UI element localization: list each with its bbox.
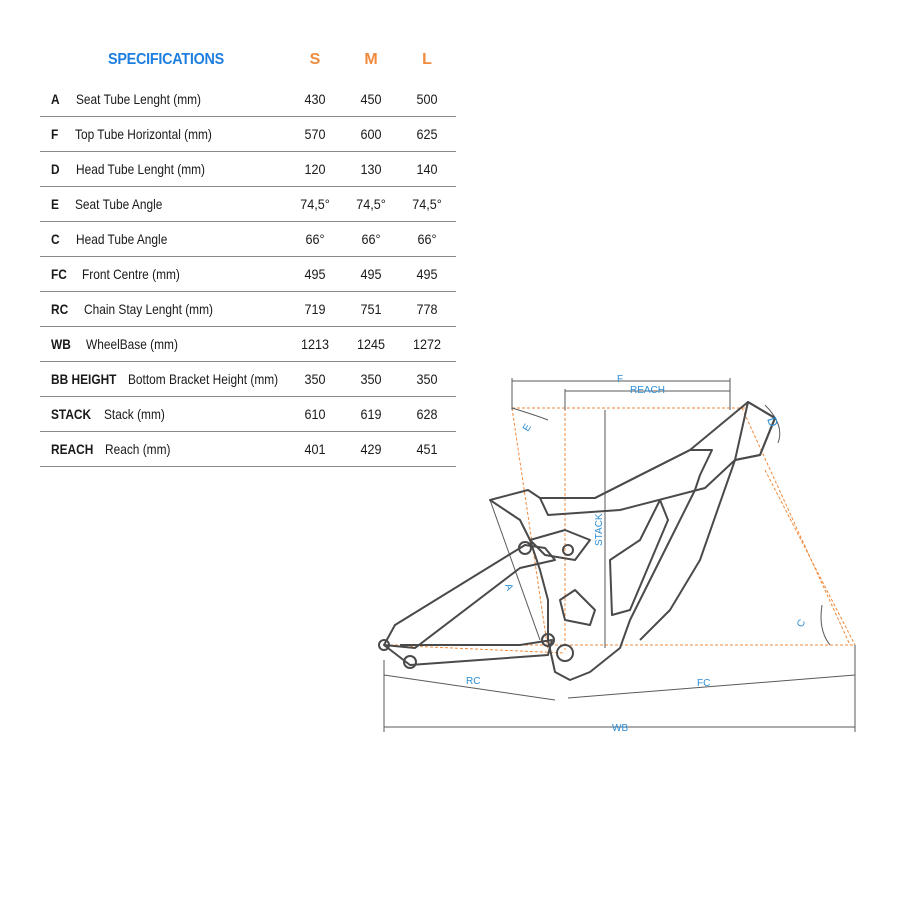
spec-value-m: 600	[360, 126, 382, 142]
spec-value-s: 350	[304, 371, 326, 387]
size-header-l: L	[422, 51, 432, 68]
spec-value-s: 570	[304, 126, 326, 142]
spec-value-s: 1213	[300, 336, 330, 352]
spec-value-m: 429	[360, 441, 382, 457]
spec-label: WheelBase (mm)	[86, 336, 178, 352]
spec-value-m: 130	[360, 161, 382, 177]
spec-code: WB	[51, 336, 71, 352]
spec-code: F	[51, 126, 59, 142]
dim-label-a: A	[502, 582, 515, 593]
size-header-m: M	[364, 51, 378, 68]
spec-label: Seat Tube Angle	[75, 196, 163, 212]
fc-dimension	[568, 675, 855, 698]
seat-tube-dimension	[490, 500, 540, 640]
spec-code: BB HEIGHT	[51, 371, 117, 387]
spec-code: REACH	[51, 441, 94, 457]
dim-label-rc: RC	[466, 676, 481, 687]
spec-value-m: 495	[360, 266, 382, 282]
spec-value-s: 401	[304, 441, 326, 457]
spec-code: D	[51, 161, 60, 177]
dim-label-stack: STACK	[594, 513, 605, 546]
spec-label: Reach (mm)	[105, 441, 171, 457]
spec-value-m: 350	[360, 371, 382, 387]
head-angle-arc	[821, 605, 830, 645]
chainstay-guide	[385, 645, 565, 653]
spec-value-s: 495	[304, 266, 326, 282]
spec-code: FC	[51, 266, 67, 282]
spec-label: Chain Stay Lenght (mm)	[84, 301, 213, 317]
spec-code: E	[51, 196, 59, 212]
spec-value-m: 66°	[361, 231, 381, 247]
spec-value-s: 430	[304, 91, 326, 107]
chain-stay	[384, 640, 552, 665]
fork-guide	[765, 470, 855, 645]
spec-value-l: 778	[416, 301, 438, 317]
shock-link	[530, 530, 590, 560]
spec-value-s: 719	[304, 301, 326, 317]
spec-value-m: 751	[360, 301, 382, 317]
dim-label-wb: WB	[612, 723, 629, 734]
spec-value-l: 495	[416, 266, 438, 282]
spec-label: Top Tube Horizontal (mm)	[75, 126, 212, 142]
spec-code: C	[51, 231, 60, 247]
spec-value-l: 350	[416, 371, 438, 387]
seat-angle-guide	[512, 408, 548, 650]
spec-value-s: 74,5°	[300, 196, 330, 212]
spec-value-l: 66°	[417, 231, 437, 247]
spec-value-l: 1272	[412, 336, 442, 352]
spec-code: A	[51, 91, 60, 107]
head-tube	[735, 402, 775, 460]
spec-label: Head Tube Angle	[76, 231, 168, 247]
cutout-1	[610, 500, 668, 615]
size-header-s: S	[309, 51, 321, 68]
bike-frame	[379, 402, 775, 680]
spec-value-s: 610	[304, 406, 326, 422]
dimension-lines	[384, 378, 855, 732]
spec-value-s: 120	[304, 161, 326, 177]
table-title: SPECIFICATIONS	[108, 51, 224, 68]
dim-label-e: E	[521, 422, 534, 434]
spec-value-l: 74,5°	[412, 196, 442, 212]
spec-value-l: 628	[416, 406, 438, 422]
spec-value-m: 450	[360, 91, 382, 107]
spec-label: Seat Tube Lenght (mm)	[76, 91, 202, 107]
spec-value-m: 1245	[356, 336, 386, 352]
spec-value-s: 66°	[305, 231, 325, 247]
spec-value-l: 451	[416, 441, 438, 457]
spec-code: RC	[51, 301, 69, 317]
seat-angle-arc	[512, 408, 548, 420]
spec-label: Front Centre (mm)	[82, 266, 180, 282]
dim-label-d: D	[764, 414, 782, 429]
seat-stay	[384, 545, 555, 648]
dim-label-fc: FC	[697, 678, 711, 689]
dim-label-reach: REACH	[630, 385, 666, 396]
spec-label: Head Tube Lenght (mm)	[76, 161, 205, 177]
spec-value-l: 140	[416, 161, 438, 177]
dim-label-f: F	[617, 374, 624, 385]
spec-value-m: 619	[360, 406, 382, 422]
spec-value-l: 625	[416, 126, 438, 142]
spec-value-m: 74,5°	[356, 196, 386, 212]
dim-label-c: C	[795, 617, 809, 630]
spec-label: Bottom Bracket Height (mm)	[128, 371, 279, 387]
spec-label: Stack (mm)	[104, 406, 165, 422]
spec-code: STACK	[51, 406, 92, 422]
spec-value-l: 500	[416, 91, 438, 107]
head-angle-guide	[742, 408, 850, 645]
